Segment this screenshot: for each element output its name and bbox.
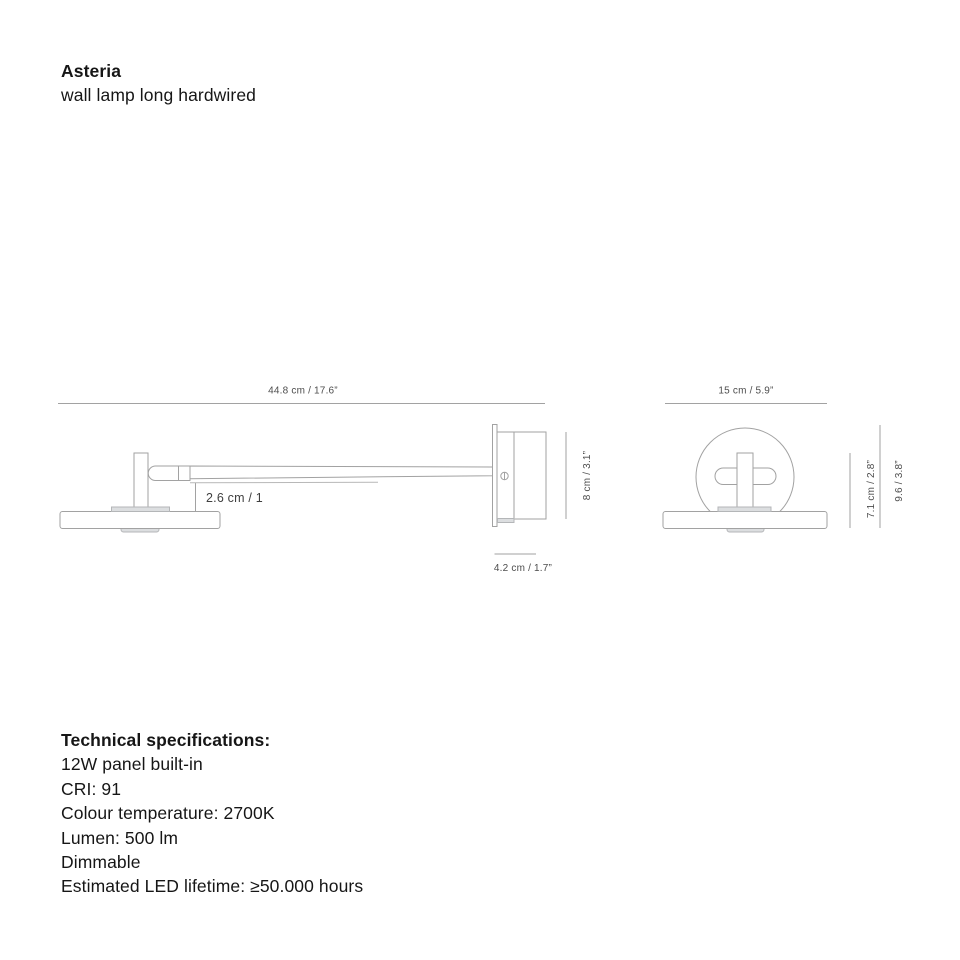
lamp-head-panel-front: [663, 512, 827, 529]
product-title: Asteria: [61, 61, 122, 81]
arm-ball-joint: [148, 466, 190, 481]
lamp-head-top-plate-side: [112, 507, 170, 512]
technical-specifications: [61, 728, 363, 899]
front-outer-height-dimension-label: 9.6 / 3.8”: [894, 460, 905, 502]
front-inner-height-dimension-label: 7.1 cm / 2.8”: [866, 459, 877, 519]
wall-mount-bottom-notch: [498, 519, 515, 523]
wall-mount-plate-side: [493, 425, 498, 527]
arm-dimension-label: 2.6 cm / 1: [206, 491, 263, 505]
spec-item-dimmable: Dimmable: [61, 852, 141, 873]
side-width-dimension-label: 44.8 cm / 17.6”: [268, 385, 338, 397]
front-view-drawing: [663, 386, 905, 533]
spec-item-cri: CRI: 91: [61, 778, 122, 799]
front-width-dimension-label: 15 cm / 5.9”: [718, 385, 774, 397]
side-height-dimension-label: 8 cm / 3.1”: [582, 450, 593, 501]
spec-item-led-lifetime: Estimated LED lifetime: ≥50.000 hours: [61, 876, 364, 897]
spec-item-wattage: 12W panel built-in: [61, 754, 203, 775]
lamp-head-stem-front: [737, 453, 753, 508]
lamp-head-panel-side: [60, 512, 220, 529]
side-view-drawing: [58, 386, 593, 575]
spec-item-colour-temperature: Colour temperature: 2700K: [61, 803, 275, 824]
lamp-arm-underside-line: [190, 482, 378, 483]
lamp-head-stem-side: [134, 453, 148, 508]
lamp-arm-rod: [190, 466, 493, 479]
spec-item-lumen: Lumen: 500 lm: [61, 827, 179, 848]
side-depth-dimension-label: 4.2 cm / 1.7”: [493, 563, 553, 574]
lamp-head-top-plate-front: [718, 507, 771, 512]
specs-heading: Technical specifications:: [61, 730, 271, 750]
product-subtitle: wall lamp long hardwired: [61, 85, 256, 105]
